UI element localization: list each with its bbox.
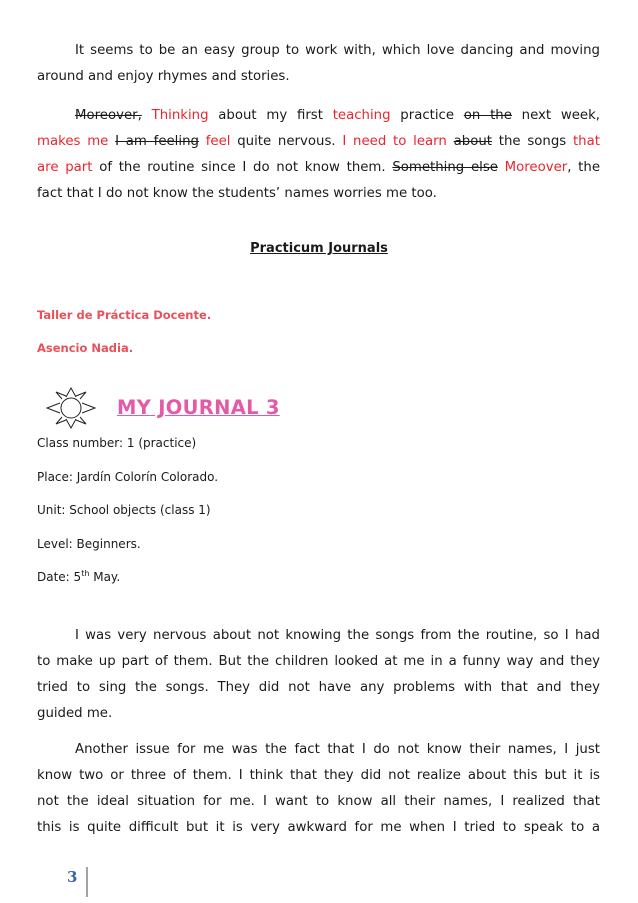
- paragraph-2: [37, 103, 600, 207]
- correction-text: that: [572, 134, 600, 149]
- paragraph-3-line-4: guided me.: [37, 706, 113, 721]
- paragraph-1-line-1: It seems to be an easy group to work with, which love dancing and moving: [75, 43, 600, 58]
- paragraph-2-line-3: are part of the routine since I do not know them. Something else Moreover, the: [37, 160, 600, 175]
- sun-icon: [44, 386, 98, 430]
- page-number: 3: [67, 868, 78, 886]
- paragraph-2-line-4: fact that I do not know the students’ names worries me too.: [37, 186, 437, 201]
- class-unit: Unit: School objects (class 1): [37, 503, 211, 517]
- paragraph-3: [37, 623, 600, 727]
- correction-text: I need to learn: [342, 134, 447, 149]
- paragraph-3-line-3: tried to sing the songs. They did not have any problems with that and they: [37, 680, 600, 695]
- paragraph-4-line-1: Another issue for me was the fact that I do not know their names, I just: [75, 742, 600, 757]
- footer-divider: [86, 867, 88, 897]
- course-name: Taller de Práctica Docente.: [37, 308, 212, 322]
- correction-text: teaching: [332, 108, 391, 123]
- paragraph-2-line-1: Moreover, Thinking about my first teaching practice on the next week,: [75, 108, 601, 123]
- correction-text: are part: [37, 160, 93, 175]
- author-name: Asencio Nadia.: [37, 341, 134, 355]
- paragraph-1-line-2: around and enjoy rhymes and stories.: [37, 69, 290, 84]
- correction-text: Moreover: [504, 160, 568, 175]
- correction-text: Thinking: [151, 108, 209, 123]
- paragraph-4-line-4: this is quite difficult but it is very awkward for me when I tried to speak to a: [37, 820, 600, 835]
- correction-text: makes me: [37, 134, 109, 149]
- class-place: Place: Jardín Colorín Colorado.: [37, 470, 219, 484]
- paragraph-3-line-1: I was very nervous about not knowing the songs from the routine, so I had: [75, 628, 600, 643]
- section-title: Practicum Journals: [250, 241, 388, 256]
- paragraph-4: [37, 737, 600, 841]
- paragraph-4-line-3: not the ideal situation for me. I want to know all their names, I realized that: [37, 794, 600, 809]
- strikethrough-text: about: [453, 134, 492, 149]
- paragraph-4-line-2: know two or three of them. I think that they did not realize about this but it is: [37, 768, 600, 783]
- strikethrough-text: Something else: [392, 160, 498, 175]
- journal-heading: MY JOURNAL 3: [117, 396, 280, 419]
- class-level: Level: Beginners.: [37, 537, 141, 551]
- class-date: Date: 5th May.: [37, 569, 121, 584]
- strikethrough-text: I am feeling: [115, 134, 199, 149]
- paragraph-1: [37, 38, 600, 90]
- strikethrough-text: Moreover,: [75, 108, 142, 123]
- paragraph-2-line-2: makes me I am feeling feel quite nervous. I need to learn about the songs that: [37, 134, 600, 149]
- correction-text: feel: [205, 134, 231, 149]
- paragraph-3-line-2: to make up part of them. But the children looked at me in a funny way and they: [37, 654, 600, 669]
- class-number: Class number: 1 (practice): [37, 436, 197, 450]
- strikethrough-text: on the: [463, 108, 512, 123]
